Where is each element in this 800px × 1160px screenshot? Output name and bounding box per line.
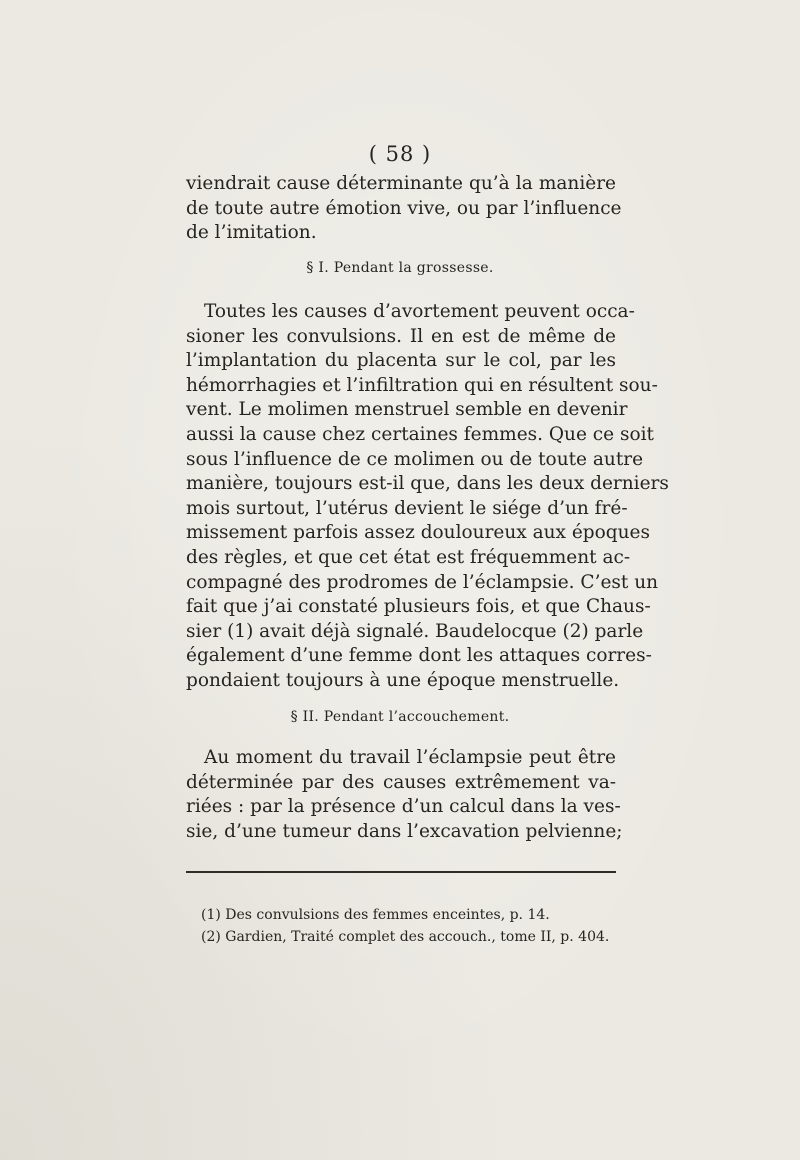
text-line: déterminée par des causes extrêmement va- bbox=[186, 771, 616, 793]
text-line: l’implantation du placenta sur le col, par les bbox=[186, 350, 616, 372]
text-line: fait que j’ai constaté plusieurs fois, et que Chaus- bbox=[186, 596, 651, 618]
footnote-2: (2) Gardien, Traité complet des accouch., tome II, p. 404. bbox=[201, 929, 610, 945]
section-heading-accouchement: § II. Pendant l’accouchement. bbox=[290, 709, 510, 725]
text-line: viendrait cause déterminante qu’à la manière bbox=[186, 173, 616, 194]
text-line: sioner les convulsions. Il en est de même de bbox=[186, 325, 616, 347]
text-line: Au moment du travail l’éclampsie peut être bbox=[204, 747, 616, 768]
section-2-paragraph bbox=[186, 746, 623, 844]
text-line: de l’imitation. bbox=[186, 222, 317, 244]
text-line: sie, d’une tumeur dans l’excavation pelvienne; bbox=[186, 820, 623, 842]
section-heading-grossesse: § I. Pendant la grossesse. bbox=[306, 260, 494, 276]
text-line: compagné des prodromes de l’éclampsie. C’est un bbox=[186, 571, 659, 593]
continuation-paragraph bbox=[186, 172, 622, 246]
text-line: des règles, et que cet état est fréquemment ac- bbox=[186, 546, 631, 568]
text-line: sier (1) avait déjà signalé. Baudelocque (2) parle bbox=[186, 620, 644, 642]
text-line: mois surtout, l’utérus devient le siége d’un fré- bbox=[186, 497, 628, 519]
text-line: hémorrhagies et l’infiltration qui en résultent sou- bbox=[186, 374, 658, 396]
text-line: missement parfois assez douloureux aux époques bbox=[186, 522, 650, 544]
section-1-paragraph bbox=[186, 300, 669, 694]
text-line: de toute autre émotion vive, ou par l’influence bbox=[186, 197, 622, 219]
text-line: Toutes les causes d’avortement peuvent occa- bbox=[204, 301, 635, 322]
footnotes bbox=[201, 904, 621, 948]
text-line: aussi la cause chez certaines femmes. Que ce soit bbox=[186, 423, 654, 445]
text-line: manière, toujours est-il que, dans les deux derniers bbox=[186, 473, 669, 495]
page-number: ( 58 ) bbox=[368, 142, 432, 166]
text-line: riées : par la présence d’un calcul dans la ves- bbox=[186, 796, 621, 818]
footnote-1: (1) Des convulsions des femmes enceintes, p. 14. bbox=[201, 907, 550, 923]
text-line: sous l’influence de ce molimen ou de toute autre bbox=[186, 448, 644, 470]
text-line: vent. Le molimen menstruel semble en devenir bbox=[186, 399, 628, 421]
footnote-divider bbox=[186, 871, 616, 873]
text-line: également d’une femme dont les attaques corres- bbox=[186, 645, 652, 667]
text-line: pondaient toujours à une époque menstruelle. bbox=[186, 669, 620, 691]
